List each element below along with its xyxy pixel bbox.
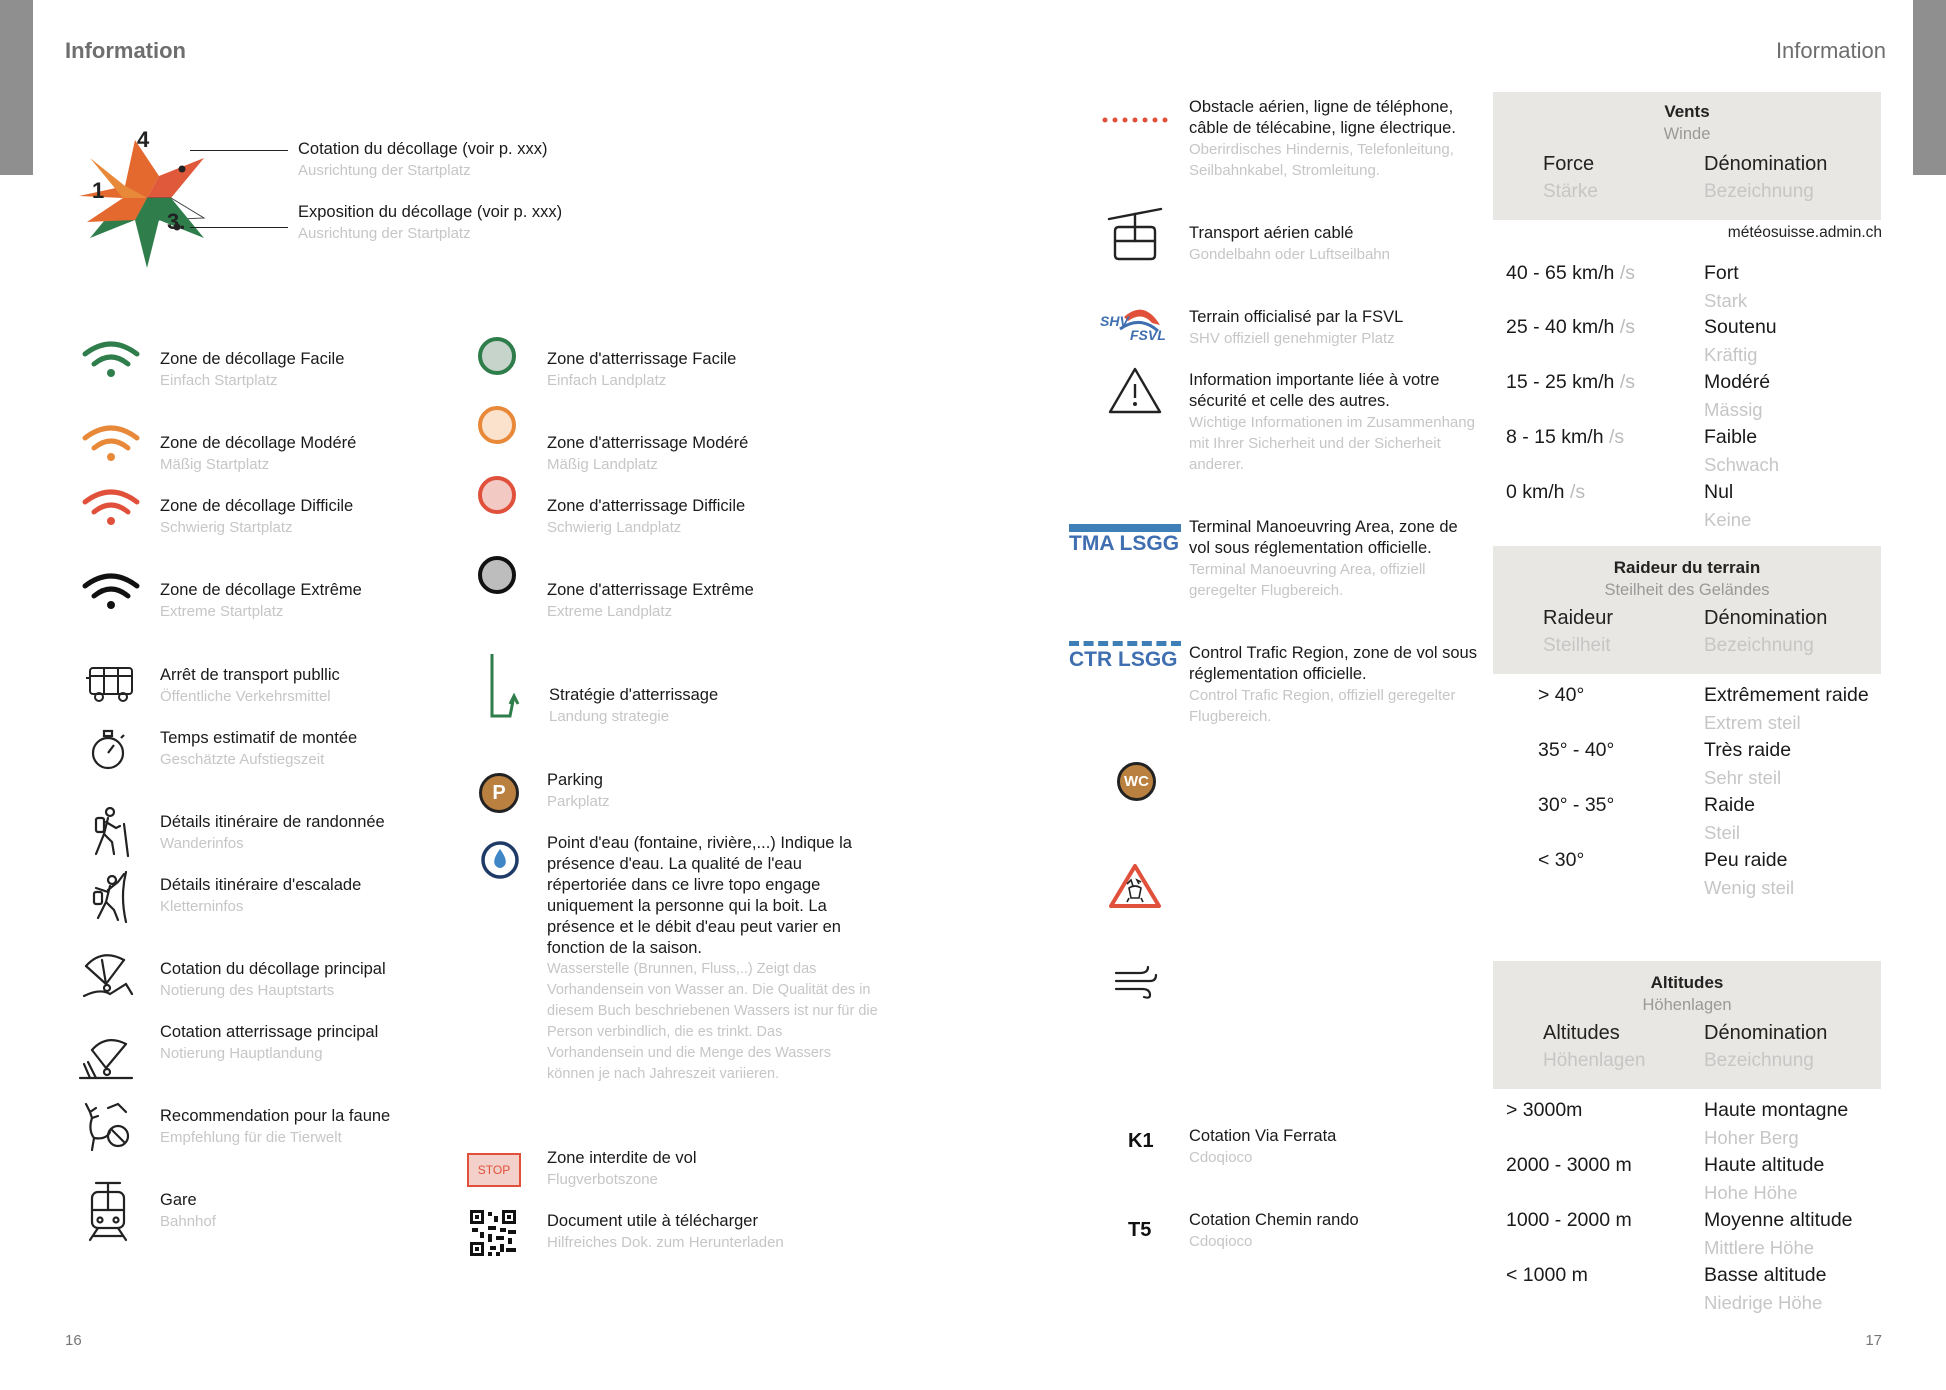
legend-label-fr: Stratégie d'atterrissage [549, 686, 719, 704]
column-header: Dénomination [1704, 1022, 1828, 1044]
value-text: 15 - 25 km/h [1506, 371, 1615, 393]
legend-label-fr: Temps estimatif de montée [160, 729, 358, 747]
table-cell-value [1506, 481, 1585, 504]
table-cell-name-de: Mittlere Höhe [1704, 1237, 1815, 1258]
column-header-de: Bezeichnung [1704, 1050, 1814, 1071]
legend-label-fr: Cotation du décollage principal [160, 960, 386, 978]
legend-label-fr: Zone d'atterrissage Difficile [547, 497, 746, 515]
legend-item [547, 580, 754, 622]
legend-item [547, 433, 748, 475]
aerial-obstacle-icon [1100, 112, 1170, 128]
legend-label-fr: Obstacle aérien, ligne de téléphone, câble de télécabine, ligne électrique. [1189, 98, 1456, 137]
rose-number-4: 4 [137, 127, 150, 152]
legend-label-de: Parkplatz [547, 793, 610, 810]
leader-line [190, 150, 288, 151]
legend-item [160, 1022, 378, 1064]
legend-label-fr: Zone interdite de vol [547, 1149, 697, 1167]
legend-item [160, 728, 357, 770]
table-cell-name-de: Hoher Berg [1704, 1127, 1799, 1148]
legend-label-de: Wasserstelle (Brunnen, Fluss,..) Zeigt das Vorhandensein von Wasser an. Die Qualität des in diesem Buch beschriebenen Wassers ist nur für die Person verbindlich, die es trinkt. Das Vorhandensein und die Menge des Wassers können je nach Jahreszeit variieren. [547, 961, 878, 1082]
legend-label-de: Einfach Startplatz [160, 372, 278, 389]
table-cell-name-de: Steil [1704, 822, 1740, 843]
rose-number-1: 1 [92, 178, 105, 203]
legend-label-fr: Recommendation pour la faune [160, 1107, 391, 1125]
deer-icon [78, 1100, 134, 1154]
legend-label-de: Ausrichtung der Startplatz [298, 162, 471, 179]
legend-label-fr: Terminal Manoeuvring Area, zone de vol sous réglementation officielle. [1189, 518, 1458, 557]
table-cell-value [1506, 262, 1635, 285]
column-header-de: Stärke [1543, 181, 1598, 202]
legend-item [160, 580, 362, 622]
legend-label-de: Öffentliche Verkehrsmittel [160, 688, 331, 705]
legend-item [547, 349, 736, 391]
legend-label-de: Mäßig Landplatz [547, 456, 658, 473]
stop-zone-icon: STOP [467, 1153, 521, 1187]
legend-item-water [547, 833, 879, 1085]
wifi-red-icon [81, 488, 141, 528]
legend-label-de: Notierung des Hauptstarts [160, 982, 335, 999]
ctr-icon [1069, 638, 1181, 674]
stopwatch-icon [88, 728, 128, 772]
legend-label-fr: Terrain officialisé par la FSVL [1189, 308, 1404, 326]
table-cell-value: < 1000 m [1506, 1264, 1588, 1286]
legend-label-de: Ausrichtung der Startplatz [298, 225, 471, 242]
legend-item [160, 433, 356, 475]
table-cell-name: Raide [1704, 794, 1755, 816]
legend-item [547, 770, 610, 812]
table-cell-value: 1000 - 2000 m [1506, 1209, 1632, 1231]
paraglider-landing-icon [76, 1034, 136, 1084]
circle-black-icon [476, 554, 518, 596]
legend-label-fr: Transport aérien cablé [1189, 224, 1354, 242]
table-cell-value: > 40° [1538, 684, 1585, 706]
ctr-bar [1069, 641, 1181, 646]
wind-icon [1112, 963, 1158, 999]
table-cell-name: Basse altitude [1704, 1264, 1827, 1286]
circle-green-icon [476, 335, 518, 377]
fsvl-text: FSVL [1130, 327, 1166, 343]
legend-label-fr: Gare [160, 1191, 197, 1209]
legend-label-de: Kletterninfos [160, 898, 244, 915]
table-cell-value [1506, 316, 1635, 339]
legend-label-fr: Cotation Chemin rando [1189, 1211, 1359, 1229]
legend-label-fr: Point d'eau (fontaine, rivière,...) Indique la présence d'eau. La qualité de l'eau répertoriée dans ce livre topo engage uniquement la personne qui la boit. La présence et le débit d'eau peut varier en fonction de la saison. [547, 834, 852, 957]
legend-label-de: Landung strategie [549, 708, 670, 725]
column-header-de: Höhenlagen [1543, 1050, 1646, 1071]
table-title: Altitudes [1650, 973, 1724, 992]
legend-label-fr: Arrêt de transport publlic [160, 666, 340, 684]
value-text: 40 - 65 km/h [1506, 262, 1615, 284]
legend-label-fr: Exposition du décollage (voir p. xxx) [298, 203, 563, 221]
legend-label-de: SHV offiziell genehmigter Platz [1189, 330, 1395, 347]
cotation-decollage-legend [298, 139, 547, 181]
right-page-tab [1913, 0, 1946, 175]
column-header-de: Steilheit [1543, 635, 1611, 656]
table-cell-name: Extrêmement raide [1704, 684, 1869, 706]
table-subtitle: Steilheit des Geländes [1604, 581, 1770, 599]
legend-label-de: Geschätzte Aufstiegszeit [160, 751, 325, 768]
page-number-right: 17 [1865, 1332, 1882, 1349]
legend-label-fr: Zone d'atterrissage Facile [547, 350, 737, 368]
table-cell-value [1506, 426, 1624, 449]
legend-item [1189, 223, 1390, 265]
legend-item [1189, 370, 1479, 475]
legend-item [160, 496, 353, 538]
legend-item [547, 496, 745, 538]
legend-item [1189, 1210, 1359, 1252]
legend-label-fr: Parking [547, 771, 603, 789]
legend-label-de: Wanderinfos [160, 835, 244, 852]
t5-grade-icon: T5 [1128, 1219, 1152, 1241]
table-cell-name-de: Kräftig [1704, 344, 1758, 365]
unit-text: /s [1619, 371, 1635, 393]
column-header-de: Bezeichnung [1704, 181, 1814, 202]
warning-icon [1107, 366, 1163, 416]
table-cell-name-de: Keine [1704, 509, 1752, 530]
legend-label-fr: Information importante liée à votre sécurité et celle des autres. [1189, 371, 1440, 410]
table-cell-name: Modéré [1704, 371, 1771, 393]
legend-item [160, 665, 340, 707]
legend-item [1189, 1126, 1336, 1168]
table-subtitle: Winde [1663, 125, 1711, 143]
table-cell-name-de: Stark [1704, 290, 1748, 311]
legend-label-de: Flugverbotszone [547, 1171, 658, 1188]
legend-label-fr: Zone de décollage Modéré [160, 434, 357, 452]
landing-strategy-icon [484, 652, 520, 722]
table-cell-name: Fort [1704, 262, 1739, 284]
table-cell-name: Nul [1704, 481, 1734, 503]
table-subtitle: Höhenlagen [1642, 996, 1732, 1014]
legend-label-fr: Cotation Via Ferrata [1189, 1127, 1337, 1145]
climber-icon [84, 870, 132, 924]
page-title-right: Information [1775, 38, 1886, 63]
tma-icon [1069, 520, 1181, 556]
legend-label-de: Schwierig Startplatz [160, 519, 293, 536]
wifi-black-icon [81, 572, 141, 612]
wifi-green-icon [81, 340, 141, 380]
value-text: 0 km/h [1506, 481, 1565, 503]
legend-label-fr: Cotation atterrissage principal [160, 1023, 379, 1041]
legend-item [160, 1106, 390, 1148]
table-cell-name: Faible [1704, 426, 1758, 448]
wc-icon: WC [1117, 762, 1156, 801]
legend-item [547, 1211, 784, 1253]
legend-label-de: Empfehlung für die Tierwelt [160, 1129, 342, 1146]
legend-label-fr: Zone de décollage Facile [160, 350, 345, 368]
legend-label-de: Cdoqioco [1189, 1233, 1253, 1250]
legend-item [547, 1148, 697, 1190]
table-cell-name-de: Hohe Höhe [1704, 1182, 1798, 1203]
legend-label-de: Mäßig Startplatz [160, 456, 270, 473]
legend-label-de: Oberirdisches Hindernis, Telefonleitung, Seilbahnkabel, Stromleitung. [1189, 141, 1454, 179]
table-title: Raideur du terrain [1613, 558, 1761, 577]
table-cell-value [1506, 371, 1635, 394]
table-cell-name: Très raide [1704, 739, 1792, 761]
rose-number-3: 3. [167, 209, 186, 234]
unit-text: /s [1619, 316, 1635, 338]
legend-label-fr: Zone de décollage Difficile [160, 497, 354, 515]
column-header: Altitudes [1543, 1022, 1620, 1044]
page-number-left: 16 [65, 1332, 82, 1349]
hiker-icon [84, 806, 132, 858]
table-cell-value: 35° - 40° [1538, 739, 1615, 761]
unit-text: /s [1619, 262, 1635, 284]
tma-bar [1069, 524, 1181, 532]
legend-item [160, 875, 361, 917]
legend-label-de: Control Trafic Region, offiziell geregelter Flugbereich. [1189, 687, 1456, 725]
k1-grade-icon: K1 [1128, 1130, 1154, 1152]
legend-item [160, 349, 344, 391]
table-cell-name-de: Mässig [1704, 399, 1763, 420]
unit-text: /s [1608, 426, 1625, 448]
legend-label-fr: Cotation du décollage (voir p. xxx) [298, 140, 548, 158]
legend-item [160, 1190, 216, 1232]
legend-label-de: Extreme Landplatz [547, 603, 673, 620]
legend-label-de: Hilfreiches Dok. zum Herunterladen [547, 1234, 784, 1251]
paraglider-takeoff-icon [80, 950, 136, 1002]
table-cell-name: Moyenne altitude [1704, 1209, 1853, 1231]
qr-code-icon [468, 1208, 518, 1258]
table-cell-name: Soutenu [1704, 316, 1777, 338]
legend-label-fr: Document utile à télécharger [547, 1212, 758, 1230]
legend-item [1189, 97, 1479, 181]
table-cell-name-de: Niedrige Höhe [1704, 1292, 1823, 1313]
ctr-text: CTR LSGG [1069, 648, 1178, 671]
source-label: météosuisse.admin.ch [1727, 224, 1882, 241]
legend-label-de: Notierung Hauptlandung [160, 1045, 323, 1062]
table-cell-name-de: Sehr steil [1704, 767, 1782, 788]
table-cell-name: Haute altitude [1704, 1154, 1825, 1176]
legend-label-fr: Control Trafic Region, zone de vol sous réglementation officielle. [1189, 644, 1477, 683]
circle-red-icon [476, 474, 518, 516]
table-title: Vents [1664, 102, 1710, 121]
legend-label-de: Terminal Manoeuvring Area, offiziell geregelter Flugbereich. [1189, 561, 1426, 599]
legend-item [1189, 307, 1403, 349]
circle-orange-icon [476, 404, 518, 446]
legend-label-de: Bahnhof [160, 1213, 216, 1230]
legend-label-fr: Zone d'atterrissage Modéré [547, 434, 749, 452]
wifi-orange-icon [81, 424, 141, 464]
exposition-decollage-legend [298, 202, 562, 244]
table-cell-value: < 30° [1538, 849, 1585, 871]
legend-label-de: Extreme Startplatz [160, 603, 284, 620]
gondola-icon [1107, 205, 1163, 263]
legend-item [549, 685, 718, 727]
table-cell-name: Peu raide [1704, 849, 1788, 871]
table-cell-value: 2000 - 3000 m [1506, 1154, 1632, 1176]
value-text: 25 - 40 km/h [1506, 316, 1615, 338]
shv-text: SHV [1100, 313, 1129, 329]
legend-label-fr: Détails itinéraire d'escalade [160, 876, 362, 894]
column-header: Raideur [1543, 607, 1614, 629]
column-header-de: Bezeichnung [1704, 635, 1814, 656]
table-cell-name-de: Extrem steil [1704, 712, 1801, 733]
table-cell-value: > 3000m [1506, 1099, 1583, 1121]
column-header: Dénomination [1704, 607, 1828, 629]
left-page-tab [0, 0, 33, 175]
shv-fsvl-logo-icon [1100, 305, 1172, 345]
table-cell-name-de: Schwach [1704, 454, 1780, 475]
legend-item [1189, 517, 1479, 601]
page-title-left: Information [65, 38, 186, 63]
value-text: 8 - 15 km/h [1506, 426, 1604, 448]
table-cell-value: 30° - 35° [1538, 794, 1615, 816]
water-drop-icon [480, 840, 520, 880]
tma-text: TMA LSGG [1069, 532, 1180, 555]
takeoff-rose-icon [65, 120, 235, 280]
legend-label-de: Cdoqioco [1189, 1149, 1253, 1166]
legend-item [1189, 643, 1479, 727]
parking-icon: P [479, 773, 519, 813]
column-header: Force [1543, 153, 1595, 175]
unit-text: /s [1569, 481, 1586, 503]
legend-item [160, 812, 385, 854]
leader-line [190, 227, 288, 228]
train-icon [86, 1180, 130, 1244]
legend-label-de: Wichtige Informationen im Zusammenhang mit Ihrer Sicherheit und der Sicherheit anderer. [1189, 414, 1475, 473]
legend-item [160, 959, 386, 1001]
legend-label-fr: Détails itinéraire de randonnée [160, 813, 385, 831]
table-cell-name-de: Wenig steil [1704, 877, 1795, 898]
table-cell-name: Haute montagne [1704, 1099, 1849, 1121]
legend-label-fr: Zone d'atterrissage Extrême [547, 581, 754, 599]
column-header: Dénomination [1704, 153, 1828, 175]
legend-label-de: Gondelbahn oder Luftseilbahn [1189, 246, 1390, 263]
legend-label-fr: Zone de décollage Extrême [160, 581, 362, 599]
bus-icon [84, 664, 138, 704]
legend-label-de: Einfach Landplatz [547, 372, 667, 389]
wildlife-warning-icon [1107, 862, 1163, 912]
legend-label-de: Schwierig Landplatz [547, 519, 682, 536]
